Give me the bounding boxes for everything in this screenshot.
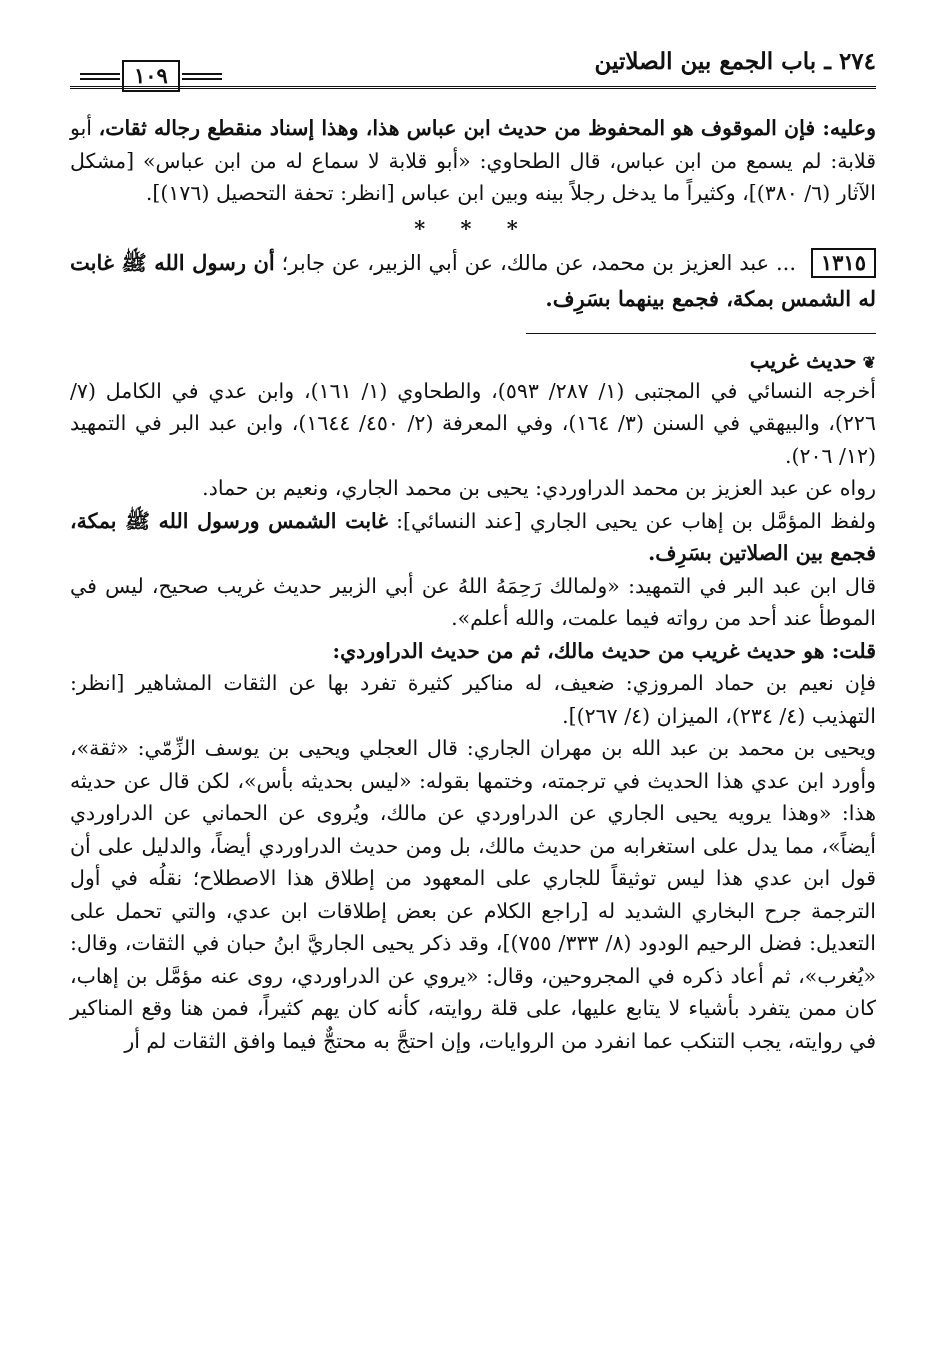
qultu-paragraph: قلت: هو حديث غريب من حديث مالك، ثم من حديث الدراوردي: [332,638,876,663]
book-icon: ❦ [862,352,876,372]
ornament-line-left [182,73,222,80]
hadith-number: ١٣١٥ [811,248,876,278]
nuaym-paragraph: فإن نعيم بن حماد المروزي: ضعيف، له مناكير كثيرة تفرد بها عن الثقات المشاهير [انظر: التهذيب (٤/ ٢٣٤)، الميزان (٤/ ٢٦٧)]. [70,671,876,728]
intro-conclusion: وعليه: فإن الموقوف هو المحفوظ من حديث ابن عباس هذا، وهذا إسناد منقطع رجاله ثقات، [98,116,877,140]
lafz-intro: ولفظ المؤمَّل بن إهاب عن يحيى الجاري [عند النسائي]: [388,508,877,533]
page-number: ١٠٩ [122,60,180,92]
yahya-paragraph: ويحيى بن محمد بن عبد الله بن مهران الجاري: قال العجلي ويحيى بن يوسف الزِّمّي: «ثقة»، وأورد ابن عدي هذا الحديث في ترجمته، وختمها بقوله: «ليس بحديثه بأس»، لكن قال عن حديثه هذا: «وهذا يرويه يحيى الجاري عن الدراوردي عن مالك، ويُروى عن الحماني عن الدراوردي أيضاً»، مما يدل على استغرابه من حديث مالك، بل ومن حديث الدراوردي أيضاً، والدليل على أن قول ابن عدي هذا ليس توثيقاً للجاري على المعهود من إطلاق هذا الاصطلاح؛ نقلُه في أول الترجمة جرح البخاري الشديد له [راجع الكلام عن بعض إطلاقات ابن عدي، والتي تحمل على التعديل: فضل الرحيم الودود (٨/ ٣٣٣/ ٧٥٥)]، وقد ذكر يحيى الجاريَّ ابنُ حبان في الثقات، وقال: «يُغرب»، ثم أعاد ذكره في المجروحين، وقال: «يروي عن الدراوردي، روى عنه مؤمَّل بن إهاب، كان ممن يتفرد بأشياء لا يتابع عليها، على قلة روايته، كأنه كان يهم كثيراً، فمن هنا وقع المناكير في روايته، يجب التنكب عما انفرد من الروايات، وإن احتجَّ به محتجٌّ فيما وافق الثقات لم أر [70,736,877,1053]
footnote-separator [526,333,876,334]
riwayah-paragraph: رواه عن عبد العزيز بن محمد الدراوردي: يحيى بن محمد الجاري، ونعيم بن حماد. [202,476,876,500]
page-header [70,38,876,88]
hadith-isnad: ... عبد العزيز بن محمد، عن مالك، عن أبي الزبير، عن جابر؛ [274,250,803,275]
section-divider-stars: * * * [414,215,532,241]
lafz-matn: غابت الشمس ورسول الله ﷺ بمكة، فجمع بين الصلاتين بسَرِف. [70,508,876,565]
ornament-line-right [80,73,120,80]
hadith-matn: أن رسول الله ﷺ غابت له الشمس بمكة، فجمع بينهما بسَرِف. [70,249,876,311]
intro-paragraph [70,112,876,210]
header-rule [70,86,876,89]
hadith-grade [70,348,876,373]
page [70,38,876,1057]
hadith-text [70,245,876,317]
takhrij-paragraph: أخرجه النسائي في المجتبى (١/ ٢٨٧/ ٥٩٣)، والطحاوي (١/ ١٦١)، وابن عدي في الكامل (٧/ ٢٢٦)، والبيهقي في السنن (٣/ ١٦٤)، وفي المعرفة (٢/ ٤٥٠/ ١٦٤٤)، وابن عبد البر في التمهيد (١٢/ ٢٠٦). [70,378,876,468]
lafz-paragraph [70,505,876,570]
ibn-abd-al-barr-paragraph: قال ابن عبد البر في التمهيد: «ولمالك رَحِمَهُ اللهُ عن أبي الزبير حديث غريب صحيح، ليس في الموطأ عند أحد من رواته فيما علمت، والله أعلم». [70,573,876,630]
intro-text: أبو قلابة: لم يسمع من ابن عباس، قال الطحاوي: «أبو قلابة لا سماع له من ابن عباس» [مشكل الآثار (٦/ ٣٨٠)]، وكثيراً ما يدخل رجلاً بينه وبين ابن عباس [انظر: تحفة التحصيل (١٧٦)]. [70,116,876,205]
grade-label: حديث غريب [749,347,857,373]
running-title: ٢٧٤ ـ باب الجمع بين الصلاتين [594,48,876,75]
commentary [70,375,876,1058]
